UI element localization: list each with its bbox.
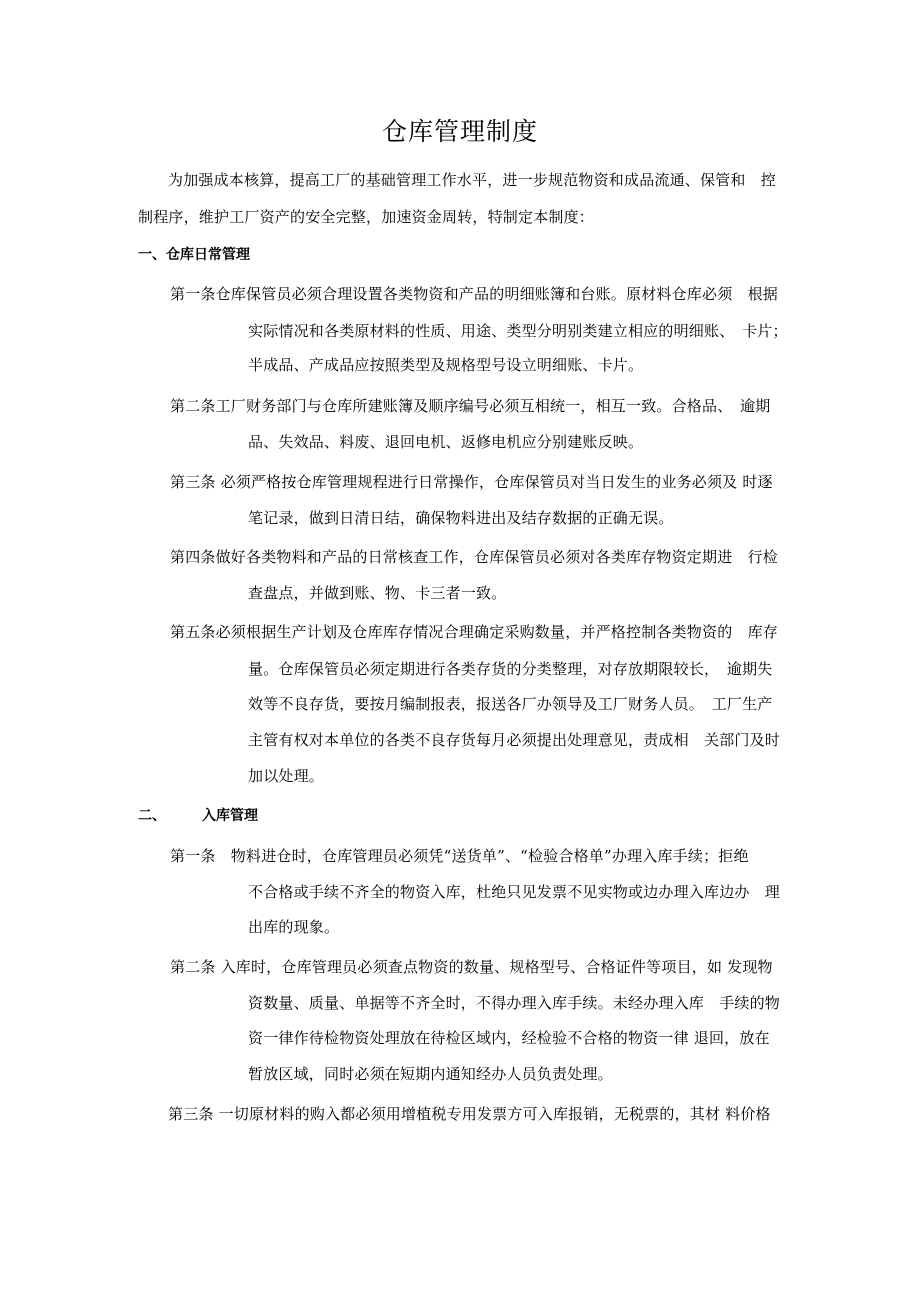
article-1-4-line-1: 第四条做好各类物料和产品的日常核查工作，仓库保管员必须对各类库存物资定期进 行检 (170, 548, 779, 566)
document-title: 仓库管理制度 (381, 117, 538, 146)
article-1-5-line-4: 主管有权对本单位的各类不良存货每月必须提出处理意见，责成相 关部门及时 (248, 731, 781, 749)
section-heading-daily: 一、仓库日常管理 (138, 247, 250, 263)
article-2-2-line-4: 暂放区域，同时必须在短期内通知经办人员负责处理。 (248, 1065, 613, 1083)
article-2-1-line-1: 第一条 物料进仓时，仓库管理员必须凭“送货单”、“检验合格单”办理入库手续；拒绝 (170, 847, 749, 865)
article-2-2-line-2: 资数量、质量、单据等不齐全时，不得办理入库手续。未经办理入库 手续的物 (248, 994, 781, 1012)
article-1-5-line-3: 效等不良存货，要按月编制报表，报送各厂办领导及工厂财务人员。 工厂生产 (248, 695, 773, 713)
article-1-1-line-3: 半成品、产成品应按照类型及规格型号设立明细账、卡片。 (248, 356, 644, 374)
article-1-4-line-2: 查盘点，并做到账、物、卡三者一致。 (248, 584, 507, 602)
article-1-2-line-1: 第二条工厂财务部门与仓库所建账簿及顺序编号必须互相统一，相互一致。合格品、 逾期 (170, 397, 771, 415)
article-2-2-line-3: 资一律作待检物资处理放在待检区域内，经检验不合格的物资一律 退回，放在 (248, 1029, 770, 1047)
article-2-2-line-1: 第二条 入库时，仓库管理员必须查点物资的数量、规格型号、合格证件等项目，如 发现物 (170, 958, 773, 976)
section-heading-number: 二、 (138, 808, 166, 824)
article-1-1-line-2: 实际情况和各类原材料的性质、用途、类型分明别类建立相应的明细账、 卡片； (248, 322, 788, 340)
intro-line-1: 为加强成本核算，提高工厂的基础管理工作水平，进一步规范物资和成品流通、保管和 控 (168, 171, 777, 189)
article-2-1-line-3: 出库的现象。 (248, 918, 340, 936)
intro-line-2: 制程序，维护工厂资产的安全完整，加速资金周转，特制定本制度： (138, 208, 595, 226)
article-1-5-line-5: 加以处理。 (248, 767, 325, 785)
article-1-3-line-2: 笔记录，做到日清日结，确保物料进出及结存数据的正确无误。 (248, 509, 674, 527)
article-1-5-line-1: 第五条必须根据生产计划及仓库库存情况合理确定采购数量，并严格控制各类物资的 库存 (170, 623, 779, 641)
article-2-3-line-1: 第三条 一切原材料的购入都必须用增植税专用发票方可入库报销，无税票的，其材 料价格 (168, 1105, 771, 1123)
article-1-3-line-1: 第三条 必须严格按仓库管理规程进行日常操作，仓库保管员对当日发生的业务必须及 时逐 (170, 473, 773, 491)
article-1-5-line-2: 量。仓库保管员必须定期进行各类存货的分类整理，对存放期限较长， 逾期失 (248, 660, 773, 678)
article-2-1-line-2: 不合格或手续不齐全的物资入库，杜绝只见发票不见实物或边办理入库边办 理 (248, 883, 781, 901)
article-1-2-line-2: 品、失效品、料废、退回电机、返修电机应分别建账反映。 (248, 433, 644, 451)
article-1-1-line-1: 第一条仓库保管员必须合理设置各类物资和产品的明细账簿和台账。原材料仓库必须 根据 (170, 285, 779, 303)
section-heading-inbound: 入库管理 (202, 808, 258, 824)
